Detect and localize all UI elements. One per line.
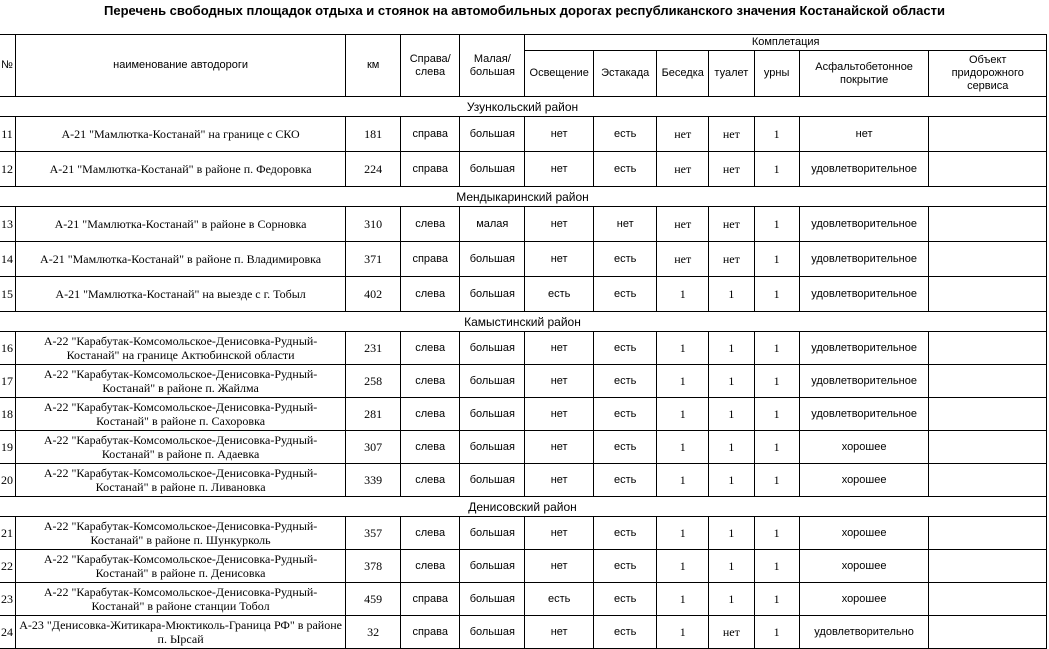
side-value: слева — [401, 431, 460, 464]
side-value: слева — [401, 550, 460, 583]
estakada-value: есть — [594, 464, 657, 497]
side-value: слева — [401, 398, 460, 431]
besedka-value: 1 — [657, 398, 709, 431]
row-number: 17 — [0, 365, 16, 398]
besedka-value: 1 — [657, 464, 709, 497]
size-value: большая — [460, 431, 525, 464]
lighting-value: нет — [525, 616, 594, 649]
besedka-value: 1 — [657, 332, 709, 365]
road-name: А-22 "Карабутак-Комсомольское-Денисовка-Рудный-Костанай" в районе п. Денисовка — [16, 550, 346, 583]
service-value — [929, 207, 1047, 242]
header-toilet: туалет — [709, 51, 755, 97]
road-name: А-21 "Мамлютка-Костанай" в районе п. Федоровка — [16, 152, 346, 187]
service-value — [929, 431, 1047, 464]
row-number: 23 — [0, 583, 16, 616]
road-name: А-22 "Карабутак-Комсомольское-Денисовка-Рудный-Костанай" в районе п. Жайлма — [16, 365, 346, 398]
asphalt-value: удовлетворительное — [799, 242, 929, 277]
asphalt-value: удовлетворительное — [799, 398, 929, 431]
side-value: слева — [401, 517, 460, 550]
km-value: 339 — [346, 464, 401, 497]
asphalt-value: нет — [799, 117, 929, 152]
lighting-value: есть — [525, 277, 594, 312]
km-value: 258 — [346, 365, 401, 398]
lighting-value: нет — [525, 207, 594, 242]
lighting-value: нет — [525, 242, 594, 277]
service-value — [929, 583, 1047, 616]
estakada-value: есть — [594, 616, 657, 649]
km-value: 224 — [346, 152, 401, 187]
urns-value: 1 — [754, 207, 799, 242]
asphalt-value: удовлетворительное — [799, 207, 929, 242]
lighting-value: нет — [525, 117, 594, 152]
km-value: 378 — [346, 550, 401, 583]
toilet-value: 1 — [709, 517, 755, 550]
side-value: слева — [401, 207, 460, 242]
row-number: 12 — [0, 152, 16, 187]
header-light: Освещение — [525, 51, 594, 97]
side-value: слева — [401, 365, 460, 398]
road-name: А-22 "Карабутак-Комсомольское-Денисовка-Рудный-Костанай" в районе станции Тобол — [16, 583, 346, 616]
toilet-value: 1 — [709, 431, 755, 464]
table-row — [0, 207, 1047, 242]
size-value: малая — [460, 207, 525, 242]
km-value: 32 — [346, 616, 401, 649]
toilet-value: 1 — [709, 550, 755, 583]
asphalt-value: хорошее — [799, 517, 929, 550]
size-value: большая — [460, 152, 525, 187]
header-size: Малая/ большая — [460, 35, 525, 97]
district-name: Узункольский район — [0, 97, 1047, 117]
table-row — [0, 398, 1047, 431]
asphalt-value: удовлетворительное — [799, 332, 929, 365]
km-value: 231 — [346, 332, 401, 365]
district-name: Денисовский район — [0, 497, 1047, 517]
row-number: 24 — [0, 616, 16, 649]
table-row — [0, 517, 1047, 550]
road-name: А-22 "Карабутак-Комсомольское-Денисовка-Рудный-Костанай" в районе п. Шункурколь — [16, 517, 346, 550]
urns-value: 1 — [754, 517, 799, 550]
service-value — [929, 152, 1047, 187]
besedka-value: нет — [657, 152, 709, 187]
document-title: Перечень свободных площадок отдыха и стоянок на автомобильных дорогах республиканского значения Костанайской области — [104, 3, 945, 18]
side-value: справа — [401, 583, 460, 616]
besedka-value: нет — [657, 117, 709, 152]
road-name: А-22 "Карабутак-Комсомольское-Денисовка-Рудный-Костанай" в районе п. Ливановка — [16, 464, 346, 497]
km-value: 402 — [346, 277, 401, 312]
besedka-value: 1 — [657, 431, 709, 464]
parking-areas-table — [0, 34, 1047, 649]
header-asphalt: Асфальтобетонное покрытие — [799, 51, 929, 97]
toilet-value: нет — [709, 616, 755, 649]
besedka-value: нет — [657, 207, 709, 242]
besedka-value: нет — [657, 242, 709, 277]
estakada-value: есть — [594, 550, 657, 583]
urns-value: 1 — [754, 152, 799, 187]
row-number: 19 — [0, 431, 16, 464]
lighting-value: нет — [525, 464, 594, 497]
km-value: 281 — [346, 398, 401, 431]
header-urns: урны — [754, 51, 799, 97]
table-row — [0, 152, 1047, 187]
size-value: большая — [460, 277, 525, 312]
urns-value: 1 — [754, 431, 799, 464]
toilet-value: 1 — [709, 365, 755, 398]
lighting-value: нет — [525, 431, 594, 464]
toilet-value: 1 — [709, 332, 755, 365]
estakada-value: есть — [594, 365, 657, 398]
toilet-value: 1 — [709, 398, 755, 431]
toilet-value: 1 — [709, 464, 755, 497]
asphalt-value: хорошее — [799, 464, 929, 497]
table-row — [0, 464, 1047, 497]
table-row — [0, 242, 1047, 277]
lighting-value: есть — [525, 583, 594, 616]
urns-value: 1 — [754, 365, 799, 398]
toilet-value: 1 — [709, 583, 755, 616]
table-row — [0, 583, 1047, 616]
lighting-value: нет — [525, 398, 594, 431]
asphalt-value: удовлетворительное — [799, 152, 929, 187]
header-road: наименование автодороги — [16, 35, 346, 97]
urns-value: 1 — [754, 398, 799, 431]
district-name: Мендыкаринский район — [0, 187, 1047, 207]
estakada-value: есть — [594, 242, 657, 277]
besedka-value: 1 — [657, 583, 709, 616]
road-name: А-21 "Мамлютка-Костанай" на выезде с г. Тобыл — [16, 277, 346, 312]
besedka-value: 1 — [657, 550, 709, 583]
road-name: А-22 "Карабутак-Комсомольское-Денисовка-Рудный-Костанай" на границе Актюбинской области — [16, 332, 346, 365]
urns-value: 1 — [754, 242, 799, 277]
district-row — [0, 187, 1047, 207]
toilet-value: нет — [709, 242, 755, 277]
header-besedka: Беседка — [657, 51, 709, 97]
road-name: А-22 "Карабутак-Комсомольское-Денисовка-Рудный-Костанай" в районе п. Сахоровка — [16, 398, 346, 431]
side-value: справа — [401, 242, 460, 277]
size-value: большая — [460, 583, 525, 616]
service-value — [929, 117, 1047, 152]
toilet-value: нет — [709, 152, 755, 187]
estakada-value: есть — [594, 398, 657, 431]
asphalt-value: удовлетворительное — [799, 277, 929, 312]
row-number: 22 — [0, 550, 16, 583]
row-number: 21 — [0, 517, 16, 550]
besedka-value: 1 — [657, 365, 709, 398]
lighting-value: нет — [525, 332, 594, 365]
lighting-value: нет — [525, 365, 594, 398]
asphalt-value: хорошее — [799, 550, 929, 583]
asphalt-value: удовлетворительное — [799, 365, 929, 398]
service-value — [929, 550, 1047, 583]
road-name: А-21 "Мамлютка-Костанай" в районе п. Владимировка — [16, 242, 346, 277]
side-value: слева — [401, 332, 460, 365]
table-row — [0, 117, 1047, 152]
km-value: 307 — [346, 431, 401, 464]
table-row — [0, 365, 1047, 398]
side-value: справа — [401, 117, 460, 152]
urns-value: 1 — [754, 616, 799, 649]
service-value — [929, 517, 1047, 550]
row-number: 13 — [0, 207, 16, 242]
service-value — [929, 242, 1047, 277]
urns-value: 1 — [754, 332, 799, 365]
estakada-value: есть — [594, 517, 657, 550]
km-value: 371 — [346, 242, 401, 277]
table-row — [0, 277, 1047, 312]
header-km: км — [346, 35, 401, 97]
asphalt-value: хорошее — [799, 583, 929, 616]
header-group: Комплетация — [525, 35, 1047, 51]
side-value: слева — [401, 277, 460, 312]
urns-value: 1 — [754, 550, 799, 583]
km-value: 459 — [346, 583, 401, 616]
row-number: 11 — [0, 117, 16, 152]
besedka-value: 1 — [657, 616, 709, 649]
service-value — [929, 464, 1047, 497]
size-value: большая — [460, 616, 525, 649]
district-row — [0, 312, 1047, 332]
size-value: большая — [460, 517, 525, 550]
row-number: 18 — [0, 398, 16, 431]
estakada-value: есть — [594, 277, 657, 312]
district-row — [0, 97, 1047, 117]
urns-value: 1 — [754, 583, 799, 616]
km-value: 310 — [346, 207, 401, 242]
side-value: справа — [401, 152, 460, 187]
estakada-value: есть — [594, 431, 657, 464]
lighting-value: нет — [525, 152, 594, 187]
estakada-value: есть — [594, 117, 657, 152]
size-value: большая — [460, 332, 525, 365]
size-value: большая — [460, 398, 525, 431]
header-num: № — [0, 35, 16, 97]
side-value: слева — [401, 464, 460, 497]
district-name: Камыстинский район — [0, 312, 1047, 332]
size-value: большая — [460, 550, 525, 583]
toilet-value: нет — [709, 207, 755, 242]
toilet-value: нет — [709, 117, 755, 152]
km-value: 181 — [346, 117, 401, 152]
road-name: А-21 "Мамлютка-Костанай" на границе с СКО — [16, 117, 346, 152]
road-name: А-21 "Мамлютка-Костанай" в районе в Сорновка — [16, 207, 346, 242]
service-value — [929, 332, 1047, 365]
asphalt-value: хорошее — [799, 431, 929, 464]
table-row — [0, 332, 1047, 365]
district-row — [0, 497, 1047, 517]
urns-value: 1 — [754, 117, 799, 152]
lighting-value: нет — [525, 517, 594, 550]
service-value — [929, 277, 1047, 312]
lighting-value: нет — [525, 550, 594, 583]
size-value: большая — [460, 464, 525, 497]
service-value — [929, 398, 1047, 431]
estakada-value: нет — [594, 207, 657, 242]
row-number: 14 — [0, 242, 16, 277]
header-side: Справа/ слева — [401, 35, 460, 97]
estakada-value: есть — [594, 583, 657, 616]
estakada-value: есть — [594, 152, 657, 187]
toilet-value: 1 — [709, 277, 755, 312]
estakada-value: есть — [594, 332, 657, 365]
row-number: 16 — [0, 332, 16, 365]
table-row — [0, 550, 1047, 583]
size-value: большая — [460, 365, 525, 398]
size-value: большая — [460, 242, 525, 277]
km-value: 357 — [346, 517, 401, 550]
besedka-value: 1 — [657, 277, 709, 312]
road-name: А-23 "Денисовка-Житикара-Мюктиколь-Граница РФ" в районе п. Ырсай — [16, 616, 346, 649]
besedka-value: 1 — [657, 517, 709, 550]
table-row — [0, 431, 1047, 464]
urns-value: 1 — [754, 277, 799, 312]
asphalt-value: удовлетворительно — [799, 616, 929, 649]
row-number: 15 — [0, 277, 16, 312]
header-estakada: Эстакада — [594, 51, 657, 97]
urns-value: 1 — [754, 464, 799, 497]
table-body — [0, 97, 1047, 649]
service-value — [929, 365, 1047, 398]
header-service: Объект придорожного сервиса — [929, 51, 1047, 97]
side-value: справа — [401, 616, 460, 649]
road-name: А-22 "Карабутак-Комсомольское-Денисовка-Рудный-Костанай" в районе п. Адаевка — [16, 431, 346, 464]
row-number: 20 — [0, 464, 16, 497]
size-value: большая — [460, 117, 525, 152]
